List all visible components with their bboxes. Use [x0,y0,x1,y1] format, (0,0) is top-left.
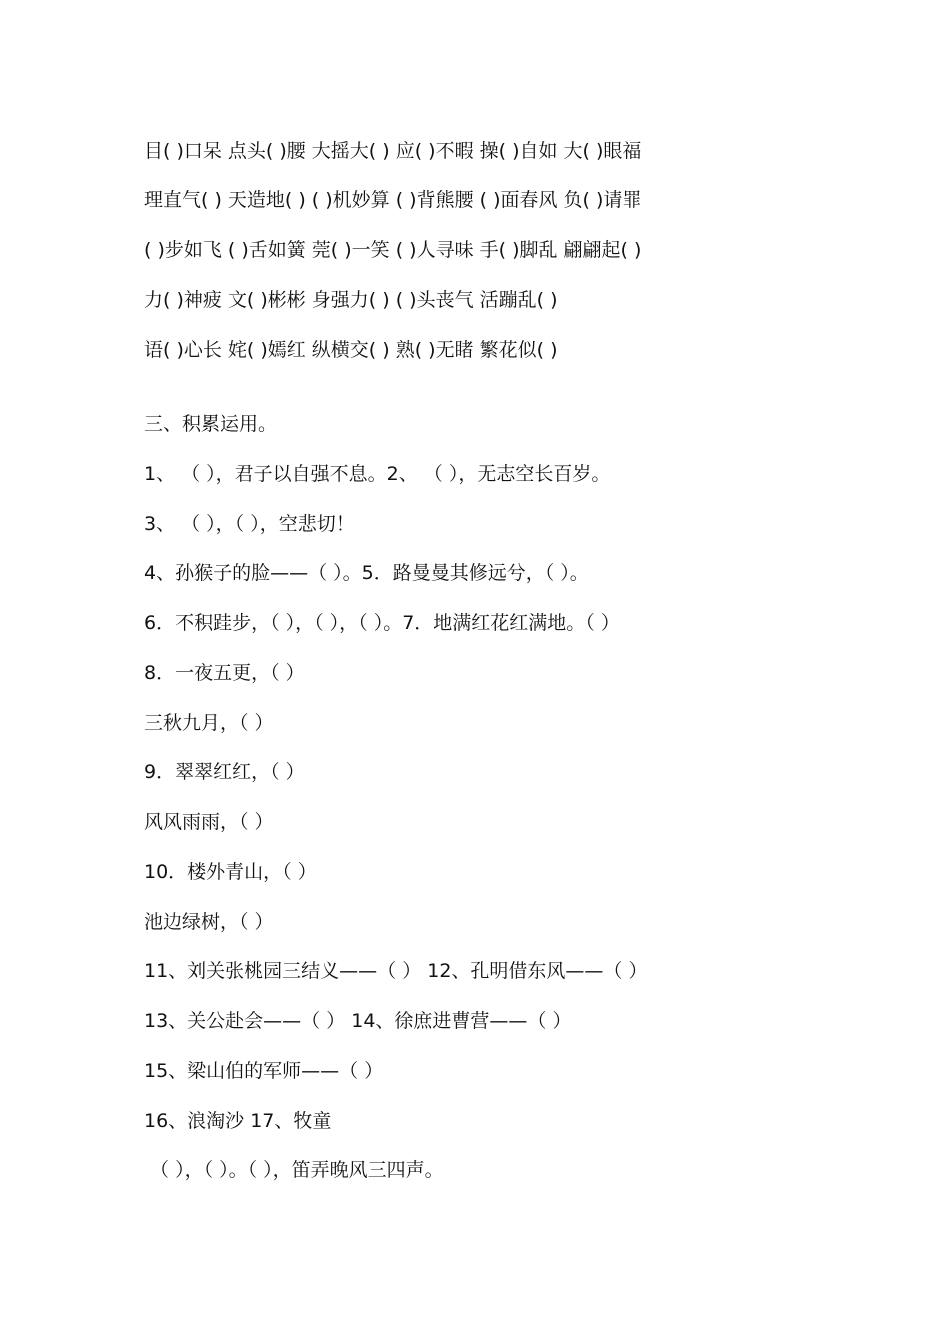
item-line: 三秋九月，（ ） [144,712,274,734]
item-line: 15、梁山伯的军师——（ ） [144,1060,384,1082]
idiom-line-3: ( )步如飞 ( )舌如簧 莞( )一笑 ( )人寻味 手( )脚乱 翩翩起( ) [144,239,642,261]
idiom-line-1: 目( )口呆 点头( )腰 大摇大( ) 应( )不暇 操( )自如 大( )眼福 [144,140,642,162]
item-line: 13、关公赴会——（ ） 14、徐庶进曹营——（ ） [144,1010,572,1032]
idiom-line-4: 力( )神疲 文( )彬彬 身强力( ) ( )头丧气 活蹦乱( ) [144,289,558,311]
item-line: 风风雨雨，（ ） [144,811,274,833]
section-title: 三、积累运用。 [144,413,278,435]
item-line: 4、孙猴子的脸——（ ）。5．路曼曼其修远兮，（ ）。 [144,562,589,584]
item-line: 3、 （ ），（ ），空悲切！ [144,513,355,535]
idiom-line-5: 语( )心长 姹( )嫣红 纵横交( ) 熟( )无睹 繁花似( ) [144,339,558,361]
item-line: 16、浪淘沙 17、牧童 [144,1110,332,1132]
item-line: 10．楼外青山，（ ） [144,861,317,883]
item-line: 9．翠翠红红，（ ） [144,761,305,783]
idiom-line-2: 理直气( ) 天造地( ) ( )机妙算 ( )背熊腰 ( )面春风 负( )请罪 [144,189,642,211]
item-line: （ ），（ ）。（ ），笛弄晚风三四声。 [144,1159,444,1181]
item-line: 6．不积跬步，（ ），（ ），（ ）。7．地满红花红满地。（ ） [144,612,620,634]
item-line: 11、刘关张桃园三结义——（ ） 12、孔明借东风——（ ） [144,960,648,982]
item-line: 池边绿树，（ ） [144,911,274,933]
item-line: 1、 （ ），君子以自强不息。2、 （ ），无志空长百岁。 [144,463,611,485]
item-line: 8．一夜五更，（ ） [144,662,305,684]
